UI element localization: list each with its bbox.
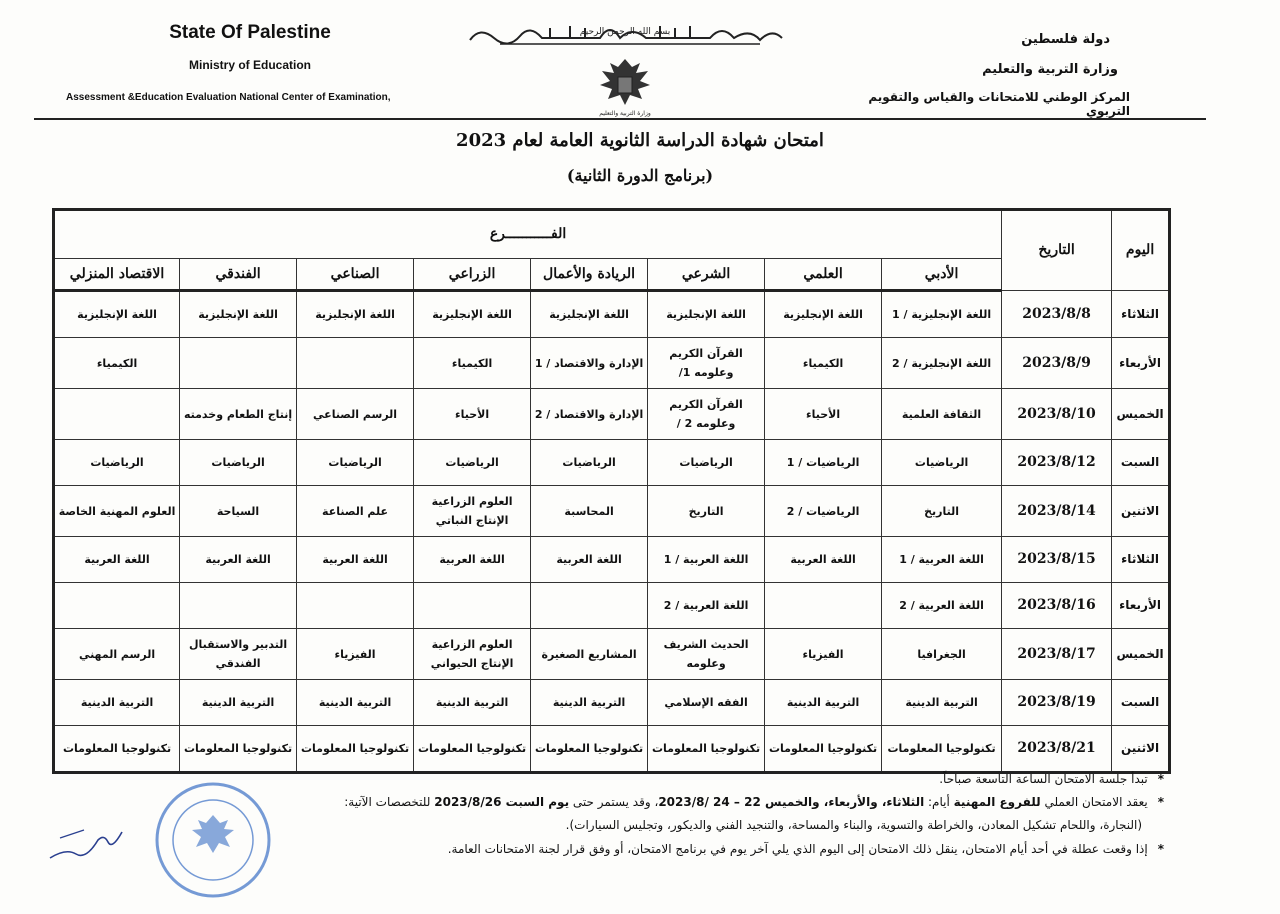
subject-cell: السياحة	[180, 486, 297, 537]
note-2-bold: يوم السبت 2023/8/26	[434, 795, 570, 809]
subject-cell: الأحياء	[414, 389, 531, 440]
subject-cell: الرياضيات	[414, 440, 531, 486]
subject-cell: المحاسبة	[531, 486, 648, 537]
subject-cell: العلوم الزراعية الإنتاج الحيواني	[414, 629, 531, 680]
date-cell: 2023/8/9	[1002, 338, 1112, 389]
subject-cell: الرسم الصناعي	[297, 389, 414, 440]
date-cell: 2023/8/10	[1002, 389, 1112, 440]
subject-cell	[180, 338, 297, 389]
subject-cell: التدبير والاستقبال الفندقي	[180, 629, 297, 680]
subject-cell: الفيزياء	[297, 629, 414, 680]
emblem-caption: وزارة التربية والتعليم	[599, 110, 651, 117]
subject-cell	[765, 583, 882, 629]
note-3-text: إذا وقعت عطلة في أحد أيام الامتحان، ينقل ذلك الامتحان إلى اليوم الذي يلي آخر يوم في برنامج الامتحان، أو وفق قرار لجنة الامتحانات العامة.	[447, 842, 1148, 856]
subject-cell: الكيمياء	[765, 338, 882, 389]
exam-title: امتحان شهادة الدراسة الثانوية العامة لعام 2023	[456, 130, 824, 151]
subject-cell: الكيمياء	[54, 338, 180, 389]
subject-cell: الفقه الإسلامي	[648, 680, 765, 726]
exam-subtitle: (برنامج الدورة الثانية)	[566, 166, 714, 185]
branch-sharia: الشرعي	[648, 259, 765, 291]
subject-cell: القرآن الكريم وعلومه 1/	[648, 338, 765, 389]
header-branch: الفـــــــــــرع	[54, 210, 1002, 259]
date-cell: 2023/8/19	[1002, 680, 1112, 726]
subject-cell: التربية الدينية	[180, 680, 297, 726]
subject-cell: اللغة الإنجليزية	[648, 291, 765, 338]
subject-cell: اللغة العربية / 2	[648, 583, 765, 629]
branch-industrial: الصناعي	[297, 259, 414, 291]
subject-cell: الرياضيات	[648, 440, 765, 486]
ministry-en: Ministry of Education	[188, 58, 311, 72]
subject-cell: الأحياء	[765, 389, 882, 440]
subject-cell: اللغة الإنجليزية / 1	[882, 291, 1002, 338]
subject-cell: الرياضيات / 2	[765, 486, 882, 537]
subject-cell: الرسم المهني	[54, 629, 180, 680]
subject-cell: اللغة العربية / 2	[882, 583, 1002, 629]
date-cell: 2023/8/17	[1002, 629, 1112, 680]
header-day: اليوم	[1112, 210, 1170, 291]
branch-agricultural: الزراعي	[414, 259, 531, 291]
subject-cell: اللغة العربية / 1	[882, 537, 1002, 583]
subject-cell: العلوم المهنية الخاصة	[54, 486, 180, 537]
ministry-emblem	[590, 55, 660, 117]
table-row	[54, 537, 1170, 583]
day-cell: الأربعاء	[1112, 338, 1170, 389]
subject-cell: اللغة الإنجليزية	[54, 291, 180, 338]
basmala-text: بسم الله الرحمن الرحيم	[579, 27, 671, 37]
subject-cell: تكنولوجيا المعلومات	[882, 726, 1002, 773]
subject-cell: اللغة العربية	[54, 537, 180, 583]
subject-cell: تكنولوجيا المعلومات	[414, 726, 531, 773]
subject-cell: اللغة الإنجليزية	[180, 291, 297, 338]
subject-cell: التربية الدينية	[531, 680, 648, 726]
note-bullet: *	[1157, 772, 1164, 786]
subject-cell: اللغة العربية	[765, 537, 882, 583]
official-stamp	[152, 775, 274, 905]
date-cell: 2023/8/12	[1002, 440, 1112, 486]
subject-cell	[54, 389, 180, 440]
subject-cell: الكيمياء	[414, 338, 531, 389]
subject-cell: اللغة العربية / 1	[648, 537, 765, 583]
subject-cell: اللغة العربية	[297, 537, 414, 583]
subject-cell: اللغة العربية	[180, 537, 297, 583]
subject-cell	[180, 583, 297, 629]
subject-cell: الإدارة والاقتصاد / 1	[531, 338, 648, 389]
subject-cell: العلوم الزراعية الإنتاج النباتي	[414, 486, 531, 537]
subject-cell: علم الصناعة	[297, 486, 414, 537]
date-cell: 2023/8/15	[1002, 537, 1112, 583]
branch-home-economics: الاقتصاد المنزلي	[54, 259, 180, 291]
subject-cell: تكنولوجيا المعلومات	[297, 726, 414, 773]
schedule-table-wrap	[52, 208, 1168, 774]
subject-cell: التربية الدينية	[54, 680, 180, 726]
state-title-ar: دولة فلسطين	[1021, 32, 1110, 47]
day-cell: الخميس	[1112, 389, 1170, 440]
day-cell: الثلاثاء	[1112, 537, 1170, 583]
table-row	[54, 680, 1170, 726]
subject-cell: تكنولوجيا المعلومات	[180, 726, 297, 773]
note-bullet: *	[1157, 842, 1164, 856]
subject-cell	[54, 583, 180, 629]
day-cell: السبت	[1112, 440, 1170, 486]
subject-cell: تكنولوجيا المعلومات	[765, 726, 882, 773]
center-en: Assessment &Education Evaluation National Center of Examination,	[66, 92, 391, 103]
branch-hotel: الفندقي	[180, 259, 297, 291]
subject-cell: تكنولوجيا المعلومات	[54, 726, 180, 773]
day-cell: الخميس	[1112, 629, 1170, 680]
note-1-text: تبدأ جلسة الامتحان الساعة التاسعة صباحاً.	[939, 772, 1148, 786]
subject-cell: اللغة الإنجليزية / 2	[882, 338, 1002, 389]
subject-cell: الرياضيات	[180, 440, 297, 486]
ministry-ar: وزارة التربية والتعليم	[982, 62, 1118, 77]
subject-cell: التربية الدينية	[765, 680, 882, 726]
header-divider	[34, 118, 1206, 120]
date-cell: 2023/8/16	[1002, 583, 1112, 629]
note-2-continuation: (النجارة، واللحام تشكيل المعادن، والخراطة والتسوية، والبناء والمساحة، والتنجيد الفني والديكور، وتجليس السيارات).	[565, 818, 1142, 832]
header-date: التاريخ	[1002, 210, 1112, 291]
note-bullet: *	[1157, 795, 1164, 809]
subject-cell: الجغرافيا	[882, 629, 1002, 680]
subject-cell: التربية الدينية	[882, 680, 1002, 726]
center-ar: المركز الوطني للامتحانات والقياس والتقويم التربوي	[868, 90, 1130, 118]
subject-cell: اللغة الإنجليزية	[297, 291, 414, 338]
header-arabic	[830, 32, 1130, 118]
subject-cell: الإدارة والاقتصاد / 2	[531, 389, 648, 440]
subject-cell: الرياضيات	[531, 440, 648, 486]
subject-cell: اللغة الإنجليزية	[765, 291, 882, 338]
day-cell: الاثنين	[1112, 486, 1170, 537]
subject-cell	[297, 338, 414, 389]
subject-cell: الحديث الشريف وعلومه	[648, 629, 765, 680]
subject-cell	[297, 583, 414, 629]
subject-cell: القرآن الكريم وعلومه 2 /	[648, 389, 765, 440]
state-title-en: State Of Palestine	[169, 22, 331, 43]
table-row	[54, 389, 1170, 440]
subject-cell: التربية الدينية	[414, 680, 531, 726]
subject-cell	[414, 583, 531, 629]
note-2-part: ، وقد يستمر حتى	[569, 795, 659, 809]
subject-cell: الرياضيات	[297, 440, 414, 486]
table-row	[54, 726, 1170, 773]
subject-cell: إنتاج الطعام وخدمته	[180, 389, 297, 440]
note-2-bold: للفروع المهنية	[953, 795, 1041, 809]
header-english	[40, 22, 460, 103]
day-cell: الأربعاء	[1112, 583, 1170, 629]
subject-cell: الرياضيات	[882, 440, 1002, 486]
subject-cell: الرياضيات	[54, 440, 180, 486]
subject-cell	[531, 583, 648, 629]
day-cell: الثلاثاء	[1112, 291, 1170, 338]
subject-cell: اللغة الإنجليزية	[531, 291, 648, 338]
subject-cell: المشاريع الصغيرة	[531, 629, 648, 680]
basmala-calligraphy	[460, 18, 790, 52]
day-cell: الاثنين	[1112, 726, 1170, 773]
date-cell: 2023/8/21	[1002, 726, 1112, 773]
note-2-part: للتخصصات الآتية:	[344, 795, 435, 809]
subject-cell: التاريخ	[648, 486, 765, 537]
subject-cell: التاريخ	[882, 486, 1002, 537]
table-row	[54, 338, 1170, 389]
table-row	[54, 486, 1170, 537]
table-row	[54, 629, 1170, 680]
subject-cell: تكنولوجيا المعلومات	[531, 726, 648, 773]
branch-literary: الأدبي	[882, 259, 1002, 291]
subject-cell: الثقافة العلمية	[882, 389, 1002, 440]
day-cell: السبت	[1112, 680, 1170, 726]
note-2-part: أيام:	[924, 795, 954, 809]
subject-cell: تكنولوجيا المعلومات	[648, 726, 765, 773]
subject-cell: الرياضيات / 1	[765, 440, 882, 486]
date-cell: 2023/8/8	[1002, 291, 1112, 338]
signature	[46, 818, 126, 870]
branch-scientific: العلمي	[765, 259, 882, 291]
note-2-part: يعقد الامتحان العملي	[1040, 795, 1148, 809]
table-row	[54, 583, 1170, 629]
subject-cell: اللغة العربية	[531, 537, 648, 583]
subject-cell: اللغة الإنجليزية	[414, 291, 531, 338]
branch-entrepreneurship: الريادة والأعمال	[531, 259, 648, 291]
table-row	[54, 440, 1170, 486]
table-row	[54, 291, 1170, 338]
subject-cell: الفيزياء	[765, 629, 882, 680]
date-cell: 2023/8/14	[1002, 486, 1112, 537]
schedule-table	[52, 208, 1171, 774]
note-2-bold: الثلاثاء، والأربعاء، والخميس 22 – 24 /2023/8	[658, 795, 925, 809]
subject-cell: التربية الدينية	[297, 680, 414, 726]
subject-cell: اللغة العربية	[414, 537, 531, 583]
